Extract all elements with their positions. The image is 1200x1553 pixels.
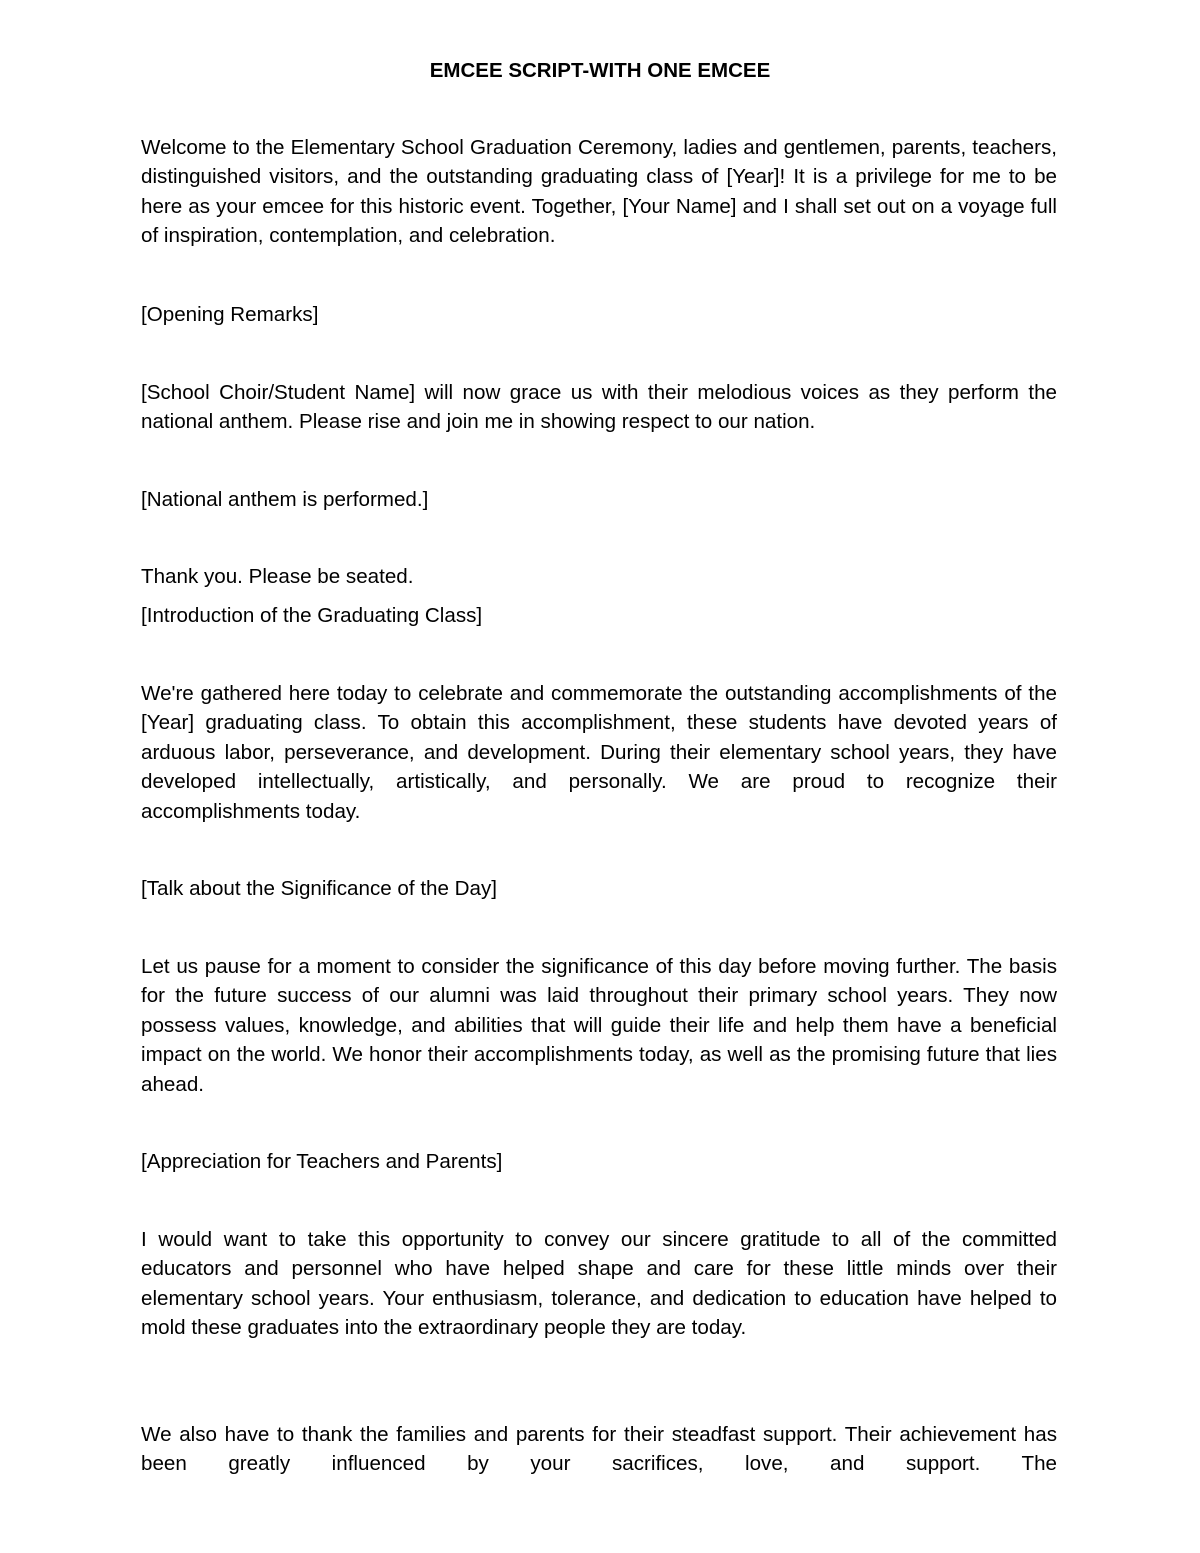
introduction-heading: [Introduction of the Graduating Class]	[141, 604, 483, 627]
graduating-class-paragraph: We're gathered here today to celebrate and commemorate the outstanding accomplishments of the [Year] graduating class. To obtain this accomplishment, these students have devoted years of arduous labor, perseverance, and development. During their elementary school years, they have developed intellectually, artistically, and personally. We are proud to recognize their accomplishments today.	[141, 682, 1057, 823]
anthem-paragraph: [School Choir/Student Name] will now grace us with their melodious voices as they perform the national anthem. Please rise and join me in showing respect to our nation.	[141, 381, 1057, 434]
document-title: EMCEE SCRIPT-WITH ONE EMCEE	[429, 59, 771, 82]
welcome-paragraph: Welcome to the Elementary School Graduation Ceremony, ladies and gentlemen, parents, teachers, distinguished visitors, and the outstanding graduating class of [Year]! It is a privilege for me to be here as your emcee for this historic event. Together, [Your Name] and I shall set out on a voyage full of inspiration, contemplation, and celebration.	[141, 136, 1057, 248]
significance-paragraph: Let us pause for a moment to consider the significance of this day before moving further. The basis for the future success of our alumni was laid throughout their primary school years. They now possess values, knowledge, and abilities that will guide their life and help them have a beneficial impact on the world. We honor their accomplishments today, as well as the promising future that lies ahead.	[141, 955, 1057, 1096]
parents-appreciation-paragraph: We also have to thank the families and parents for their steadfast support. Their achievement has been greatly influenced by your sacrifices, love, and support. The	[141, 1423, 1057, 1476]
appreciation-heading: [Appreciation for Teachers and Parents]	[141, 1150, 503, 1173]
significance-heading: [Talk about the Significance of the Day]	[141, 877, 498, 900]
opening-remarks-heading: [Opening Remarks]	[141, 303, 319, 326]
anthem-stage-direction: [National anthem is performed.]	[141, 488, 429, 511]
thank-you-line: Thank you. Please be seated.	[141, 565, 414, 588]
teachers-appreciation-paragraph: I would want to take this opportunity to convey our sincere gratitude to all of the committed educators and personnel who have helped shape and care for these little minds over their elementary school years. Your enthusiasm, tolerance, and dedication to education have helped to mold these graduates into the extraordinary people they are today.	[141, 1228, 1057, 1340]
